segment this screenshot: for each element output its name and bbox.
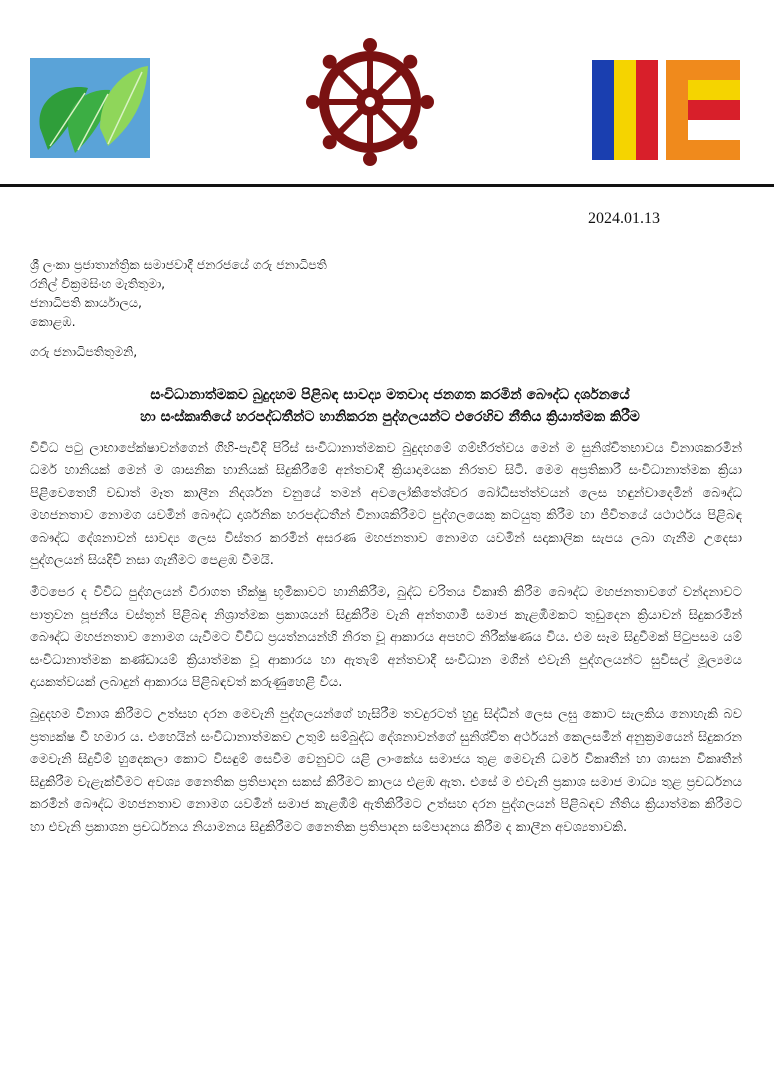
address-line: කොළඹ. [30,314,76,329]
body-paragraph: විවිධ පටු ලාභාපේක්ෂාවන්ගෙන් ගිහි-පැවිදි පිරිස් සංවිධානාත්මකව බුදුදහමේ ගම්භීරත්වය මෙන් ම සුනිශ්චිතභාවය විනාශකරමින් ධර්ම හානියක් මෙන් ම ශාසනික හානියක් සිදුකිරීමේ අන්තවාදී ක්‍රියාදාමයක නිරතව සිටී. මෙම අප්‍රතිකාරී සංවිධානාත්මක ක්‍රියා පිළිවෙතෙහි වඩාත් මෑත කාලීන නිදර්ශන වනුයේ තමන් අවලෝකිතේශ්වර බෝධිසත්ත්වයන් ලෙස හඳුන්වාදෙමින් බෞද්ධ මහජනතාව නොමග යවමින් බෞද්ධ දාර්ශනික හරපද්ධතීන් විනාශකිරීමට පුද්ගලයෙකු කටයුතු කිරීම හා ජීවිතයේ යථාර්ථය පිළිබඳ බෞද්ධ දේශනාවන් සාවද්‍ය ලෙස විස්තර කරමින් අසරණ මහජනතාව නොමග යවමින් සදාකාලික සැපය ලබා ගැනීම උදෙසා පුද්ගලයන් සියදිවි නසා ගැනීමට පෙළඹ වීමයි. [30,441,742,569]
subject-line: හා සංස්කෘතියේ හරපද්ධතීන්ට හානිකරන පුද්ගලයන්ට එරෙහිව නීතිය ක්‍රියාත්මක කිරීම [140,409,640,425]
letter-date: 2024.01.13 [588,210,660,227]
address-line: ශ්‍රී ලංකා ප්‍රජාතාන්ත්‍රික සමාජවාදී ජනරජයේ ගරු ජනාධිපති [30,257,327,272]
letter-body [30,438,742,849]
header-divider [0,184,774,187]
dharma-wheel-icon [305,37,435,167]
subject-heading [30,384,750,428]
subject-line: සංවිධානාත්මකව බුදුදහම පිළිබඳ සාවද්‍ය මතවාද ජනගත කරමින් බෞද්ධ දර්ශනයේ [150,387,630,403]
buddhist-flag-icon [592,60,742,160]
letterhead [0,0,774,188]
address-line: ජනාධිපති කාර්යාලය, [30,295,142,310]
body-paragraph: මීටපෙර ද විවිධ පුද්ගලයන් විරාගත භික්ෂු භූමිකාවට හානිකිරීම, බුද්ධ චරිතය විකෘති කිරීම බෞද්ධ මහජනතාවගේ වන්දනාවට පාත්‍රවන පූජනීය වස්තූන් පිළිබඳ නිශ්‍රාත්මක ප්‍රකාශයන් සිදුකිරීම වැනි අන්තගාමී සමාජ කැළඹීමකට තුඩුදෙන ක්‍රියාවන් සිදුකරමින් බෞද්ධ මහජනතාව නොමග යැවීමට විවිධ ප්‍රයත්නයන්හි නිරත වූ ආකාරය අපහට නිරීක්ෂණය විය. එම සෑම සිදුවීමක් පිටුපසම යම් සංවිධානාත්මක කණ්ඩායම් ක්‍රියාත්මක වූ ආකාරය හා ඇතැම් අන්තවාදී සංවිධාන මගින් එවැනි පුද්ගලයන්ට සුවිසල් මූල්‍යමය දායකත්වයක් ලබාදුන් ආකාරය පිළිබඳවත් කරුණුහෙළි විය. [30,585,742,691]
body-paragraph: බුදුදහම විනාශ කිරීමට උත්සහ දරන මෙවැනි පුද්ගලයන්ගේ හැසිරීම තවදුරටත් හුදු සිද්ධීන් ලෙස ලඝු කොට සැලකිය නොහැකි බව ප්‍රත්‍යක්ෂ වී හමාර ය. එහෙයින් සංවිධානාත්මකව උතුම් සම්බුද්ධ දේශනාවන්ගේ සුනිශ්චිත අර්ථයන් කෙලසමින් අනුක්‍රමයෙන් සිදුකරන මෙවැනි සිදුවීම් හුදෙකලා කොට විසඳුම් සෙවීම වෙනුවට යළි ලාංකේය සමාජය තුළ මෙවැනි ධර්ම විකෘතීන් හා ශාසන විකෘතීන් සිදුකිරීම වැළැක්වීමට අවශ්‍ය නෛතික ප්‍රතිපාදන සකස් කිරීමට කාලය එළඹ ඇත. එසේ ම එවැනි ප්‍රකාශ සමාජ මාධ්‍ය තුළ ප්‍රචර්ධනය කරමින් බෞද්ධ මහජනතාව නොමග යවමින් සමාජ කැළඹීම් ඇතිකිරීමට උත්සහ දරන පුද්ගලයන් පිළිබඳව නීතිය ක්‍රියාත්මක කිරීමට හා එවැනි ප්‍රකාශන ප්‍රචර්ධනය නියාමනය සිදුකිරීමට නෛතික ප්‍රතිපාදන සම්පාදනය කිරීම ද කාලීන අවශ්‍යතාවකි. [30,707,742,835]
salutation: ගරු ජනාධිපතිතුමනි, [30,344,138,359]
bodhi-leaf-icon [30,58,150,158]
recipient-address [30,255,450,331]
address-line: රනිල් වික්‍රමසිංහ මැතිතුමා, [30,276,166,291]
